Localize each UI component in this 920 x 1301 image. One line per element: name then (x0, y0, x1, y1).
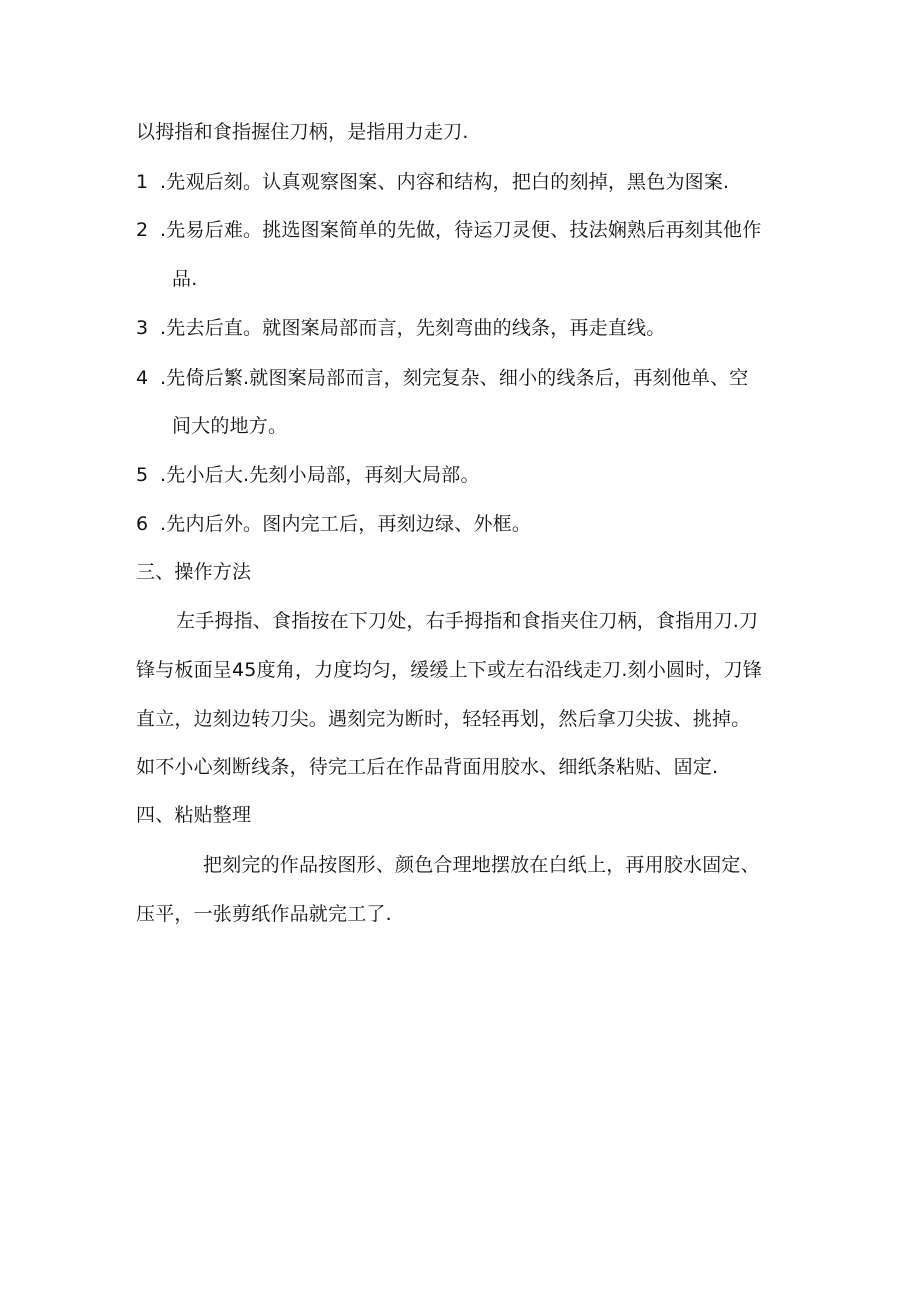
section-heading-operation-method: 三、操作方法 (136, 561, 252, 583)
paragraph-line: 直立，边刻边转刀尖。遇刻完为断时，轻轻再划，然后拿刀尖拔、挑掉。 (136, 708, 751, 730)
list-item-step-3 (136, 316, 665, 340)
list-item-step-4 (136, 366, 748, 390)
list-item-step-1 (136, 170, 729, 194)
list-item-step-2 (136, 218, 761, 242)
step-number: 1 (136, 171, 149, 193)
list-item-step-6 (136, 512, 531, 536)
section-heading-paste-arrange: 四、粘贴整理 (136, 804, 252, 826)
paragraph-line: 压平，一张剪纸作品就完工了. (136, 903, 392, 925)
paragraph-line: 如不小心刻断线条，待完工后在作品背面用胶水、细纸条粘贴、固定. (136, 756, 719, 778)
paragraph-line: 把刻完的作品按图形、颜色合理地摆放在白纸上，再用胶水固定、 (203, 854, 760, 876)
step-text: .先易后难。挑选图案简单的先做，待运刀灵便、技法娴熟后再刻其他作 (160, 219, 762, 241)
list-item-step-5 (136, 463, 480, 487)
step-text: .先去后直。就图案局部而言，先刻弯曲的线条，再走直线。 (160, 317, 666, 339)
step-number: 6 (136, 513, 149, 535)
step-number: 4 (136, 367, 149, 389)
step-number: 5 (136, 464, 149, 486)
paragraph-line: 锋与板面呈45度角，力度均匀，缓缓上下或左右沿线走刀.刻小圆时，刀锋 (136, 659, 763, 681)
intro-line: 以拇指和食指握住刀柄，是指用力走刀. (136, 121, 469, 143)
step-4-continuation: 间大的地方。 (172, 415, 288, 437)
step-number: 2 (136, 219, 149, 241)
step-2-continuation: 品. (172, 268, 198, 290)
step-text: .先倚后繁.就图案局部而言，刻完复杂、细小的线条后，再刻他单、空 (160, 367, 749, 389)
step-text: .先观后刻。认真观察图案、内容和结构，把白的刻掉，黑色为图案. (160, 171, 730, 193)
step-text: .先内后外。图内完工后，再刻边绿、外框。 (160, 513, 532, 535)
step-number: 3 (136, 317, 149, 339)
step-text: .先小后大.先刻小局部，再刻大局部。 (160, 464, 480, 486)
paragraph-line: 左手拇指、食指按在下刀处，右手拇指和食指夹住刀柄，食指用刀.刀 (176, 610, 759, 632)
